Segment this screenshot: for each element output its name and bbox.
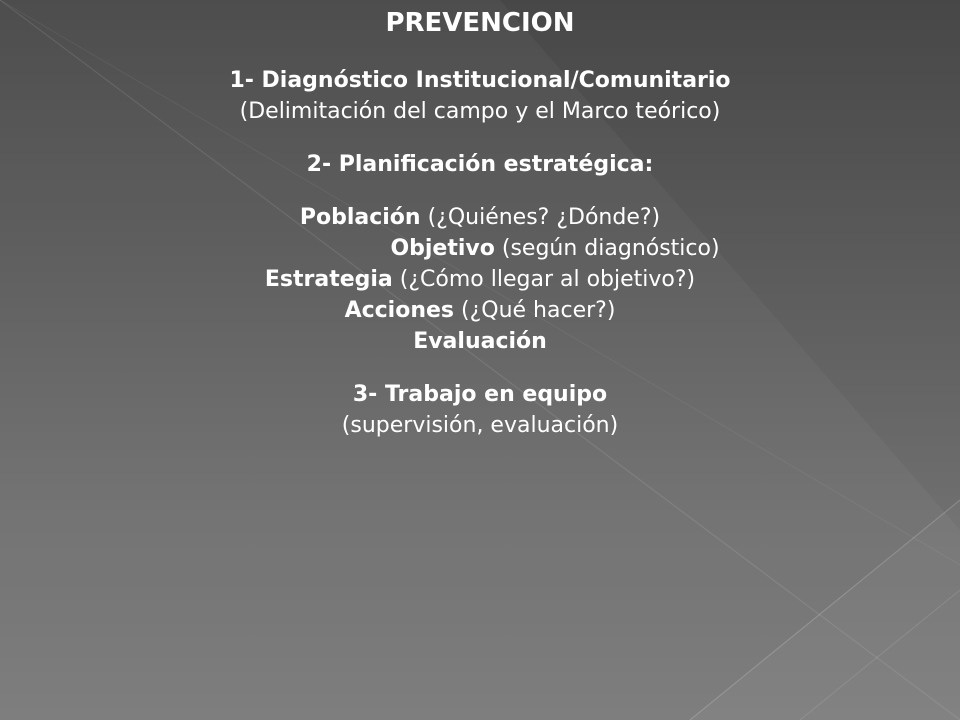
section3-detail: (supervisión, evaluación)	[341, 413, 619, 438]
item-term: Acciones	[344, 298, 455, 323]
item-desc: (según diagnóstico)	[494, 236, 720, 261]
list-item-objetivo	[75, 233, 960, 264]
list-item-evaluacion	[0, 326, 960, 357]
slide-content	[0, 6, 960, 441]
list-item-poblacion	[0, 202, 960, 233]
item-term: Estrategia	[264, 267, 393, 292]
section1-heading: 1- Diagnóstico Institucional/Comunitario	[229, 68, 731, 93]
list-item-estrategia	[0, 264, 960, 295]
item-term: Población	[299, 205, 421, 230]
item-desc: (¿Quiénes? ¿Dónde?)	[420, 205, 661, 230]
list-item-acciones	[0, 295, 960, 326]
item-term: Objetivo	[390, 236, 495, 261]
slide-title: PREVENCION	[385, 8, 575, 38]
item-term: Evaluación	[413, 329, 547, 354]
section3-heading: 3- Trabajo en equipo	[352, 382, 608, 407]
item-desc: (¿Cómo llegar al objetivo?)	[392, 267, 696, 292]
section1-detail: (Delimitación del campo y el Marco teórico)	[239, 99, 721, 124]
item-desc: (¿Qué hacer?)	[454, 298, 616, 323]
section2-heading: 2- Planificación estratégica:	[306, 152, 654, 177]
